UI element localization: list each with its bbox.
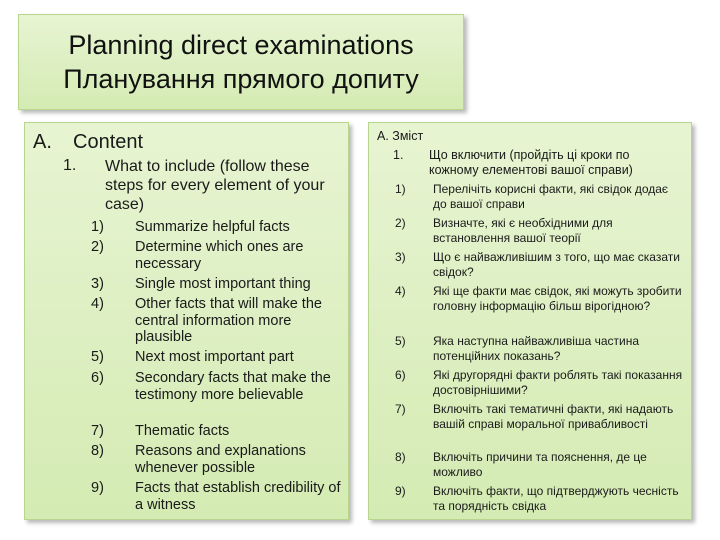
subitem-number: 3) (91, 276, 104, 292)
subitem-number: 9) (91, 480, 104, 496)
subitem-text: Secondary facts that make the testimony more believable (135, 370, 331, 403)
subitem-number: 8) (91, 443, 104, 459)
subitem-text: Які другорядні факти роблять такі показання достовірнішими? (433, 368, 683, 397)
item-number: 1. (393, 148, 404, 162)
subitem-text: Reasons and explanations whenever possible (135, 443, 306, 476)
subitem-number: 9) (395, 484, 406, 498)
subitem-text: Determine which ones are necessary (135, 239, 304, 272)
item-text: What to include (follow these steps for every element of your case) (105, 158, 325, 213)
subitem-number: 5) (91, 349, 104, 365)
subitem-number: 1) (91, 219, 104, 235)
subitem-number: 2) (91, 239, 104, 255)
subitem-text: Next most important part (135, 349, 294, 365)
subitem-number: 3) (395, 250, 406, 264)
subitem-text: Включіть причини та пояснення, де це можливо (433, 450, 647, 479)
subitem-text: Facts that establish credibility of a witness (135, 480, 341, 513)
subitem-text: Що є найважливішим з того, що має сказати свідок? (433, 250, 680, 279)
title-english: Planning direct examinations (68, 30, 414, 60)
subitem-text: Summarize helpful facts (135, 219, 290, 235)
subitem-text: Перелічіть корисні факти, які свідок додає до вашої справи (433, 182, 669, 211)
subitem-number: 6) (395, 368, 406, 382)
subitem-number: 7) (91, 423, 104, 439)
subitem-number: 4) (91, 296, 104, 312)
english-content-panel (24, 122, 349, 520)
subitem-text: Які ще факти має свідок, які можуть зробити головну інформацію більш вірогідною? (433, 284, 682, 313)
subitem-number: 8) (395, 450, 406, 464)
subitem-text: Thematic facts (135, 423, 230, 439)
subitem-number: 5) (395, 334, 406, 348)
item-number: 1. (63, 157, 77, 174)
subitem-text: Визначте, які є необхідними для встановлення вашої теорії (433, 216, 613, 245)
subitem-number: 2) (395, 216, 406, 230)
subitem-number: 1) (395, 182, 406, 196)
subitem-text: Яка наступна найважливіша частина потенційних показань? (433, 334, 640, 363)
title-ukrainian: Планування прямого допиту (63, 64, 419, 94)
subitem-number: 7) (395, 402, 406, 416)
subitem-text: Other facts that will make the central information more plausible (135, 296, 322, 345)
ukrainian-content-panel (368, 122, 692, 520)
section-title: Content (73, 131, 144, 153)
subitem-number: 4) (395, 284, 406, 298)
subitem-text: Включіть факти, що підтверджують чесність та порядність свідка (433, 484, 679, 513)
section-title: A. Зміст (377, 129, 424, 143)
item-text: Що включити (пройдіть ці кроки по кожному елементові вашої справи) (429, 148, 633, 177)
subitem-text: Single most important thing (135, 276, 311, 292)
section-letter: A. (33, 131, 52, 153)
subitem-text: Включіть такі тематичні факти, які надають вашій справі моральної привабливості (433, 402, 674, 431)
title-box (18, 14, 464, 110)
subitem-number: 6) (91, 370, 104, 386)
